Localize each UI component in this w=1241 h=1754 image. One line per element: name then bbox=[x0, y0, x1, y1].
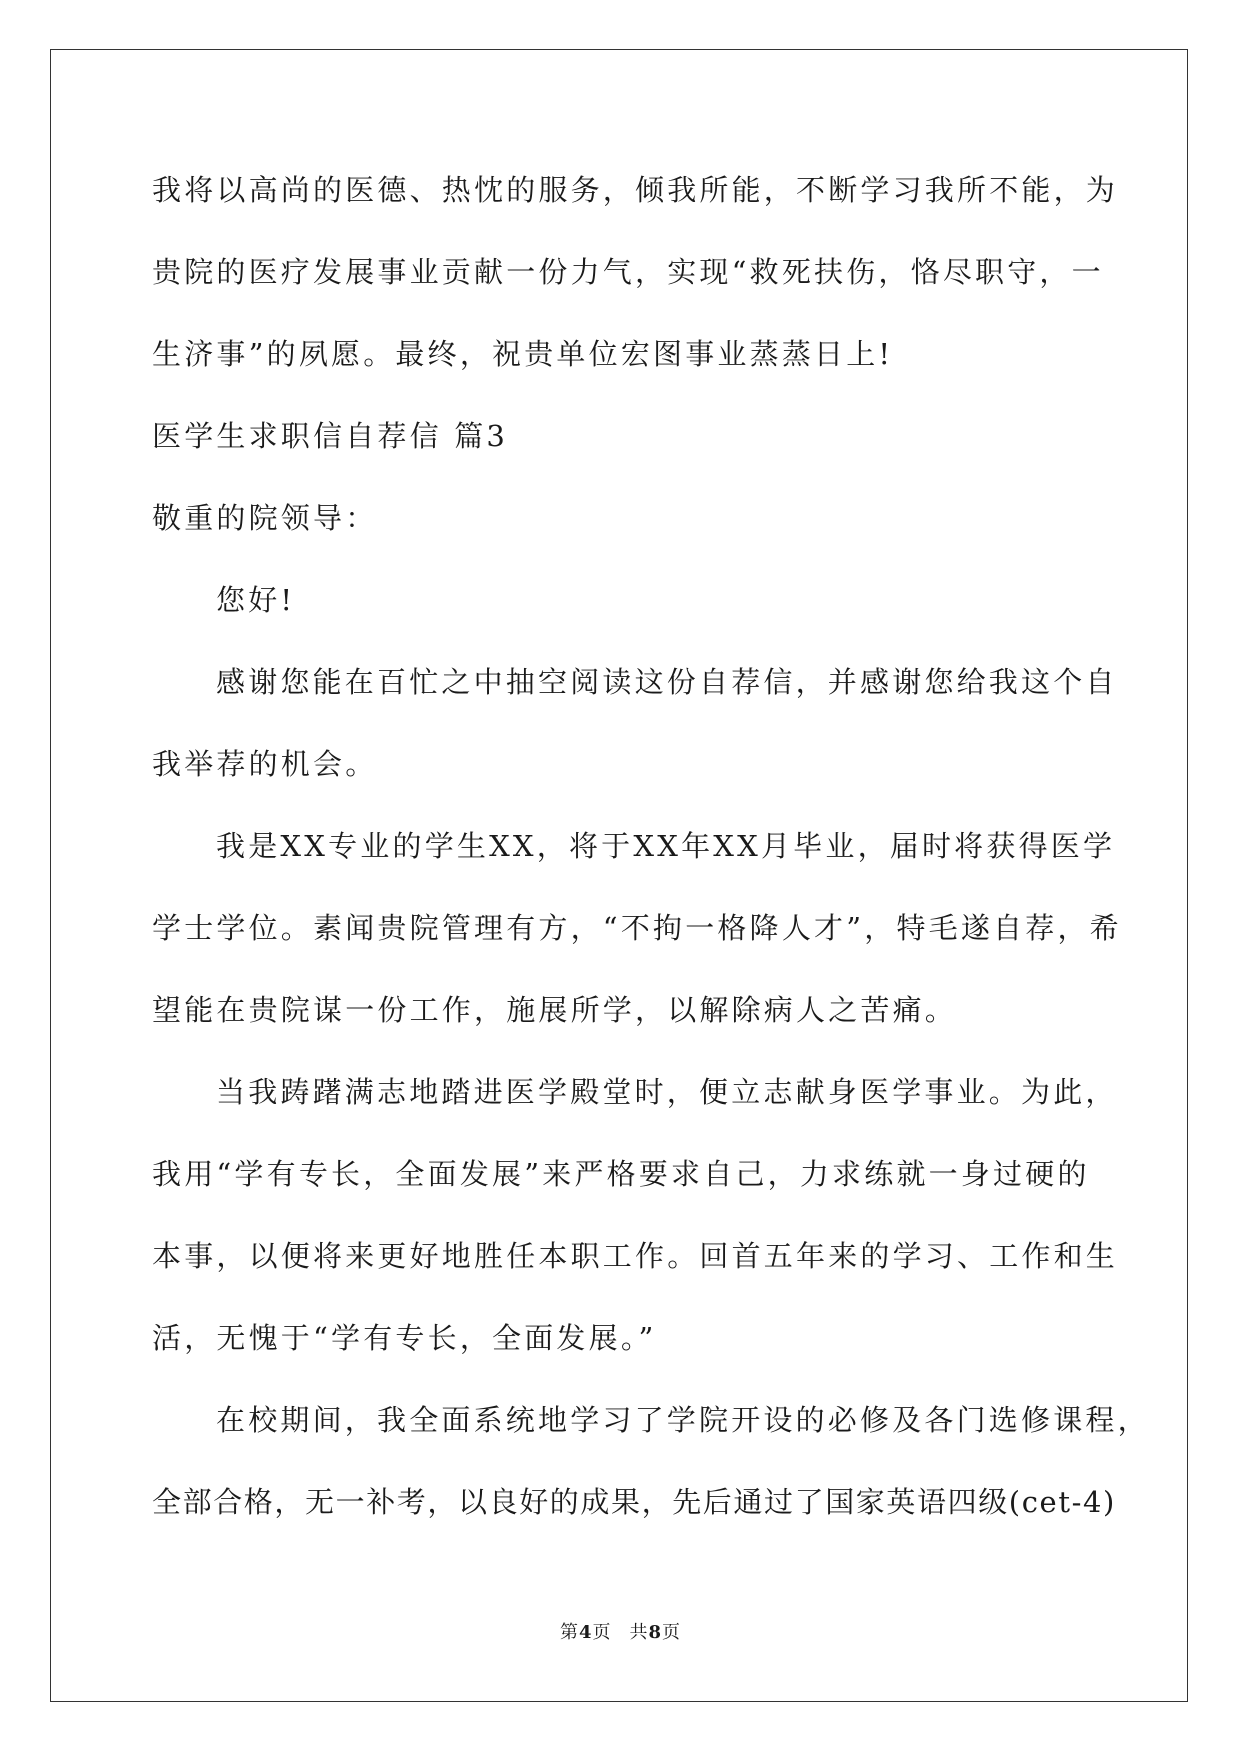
body-line: 我用“学有专长，全面发展”来严格要求自己，力求练就一身过硬的 bbox=[152, 1157, 1090, 1191]
body-line: 当我踌躇满志地踏进医学殿堂时，便立志献身医学事业。为此， bbox=[216, 1075, 1118, 1109]
greeting: 您好! bbox=[216, 583, 296, 617]
body-line: 生济事”的夙愿。最终，祝贵单位宏图事业蒸蒸日上! bbox=[152, 337, 894, 371]
body-line: 我是XX专业的学生XX，将于XX年XX月毕业，届时将获得医学 bbox=[216, 829, 1116, 863]
section-heading: 医学生求职信自荐信 篇3 bbox=[152, 419, 509, 453]
body-line: 全部合格，无一补考，以良好的成果，先后通过了国家英语四级(cet-4) bbox=[152, 1485, 1116, 1519]
page-suffix: 页 bbox=[592, 1622, 612, 1643]
body-line: 本事，以便将来更好地胜任本职工作。回首五年来的学习、工作和生 bbox=[152, 1239, 1119, 1273]
salutation: 敬重的院领导： bbox=[152, 501, 378, 535]
page-footer bbox=[0, 1622, 1241, 1644]
body-line: 活，无愧于“学有专长，全面发展。” bbox=[152, 1321, 657, 1355]
page-border bbox=[50, 49, 1188, 1702]
current-page-number: 4 bbox=[578, 1622, 593, 1643]
body-line: 在校期间，我全面系统地学习了学院开设的必修及各门选修课程， bbox=[216, 1403, 1150, 1437]
total-prefix: 共 bbox=[629, 1622, 649, 1643]
body-line: 望能在贵院谋一份工作，施展所学，以解除病人之苦痛。 bbox=[152, 993, 958, 1027]
total-page-number: 8 bbox=[648, 1622, 663, 1643]
body-line: 我将以高尚的医德、热忱的服务，倾我所能，不断学习我所不能，为 bbox=[152, 173, 1119, 207]
page-prefix: 第 bbox=[559, 1622, 579, 1643]
total-suffix: 页 bbox=[662, 1622, 682, 1643]
body-line: 我举荐的机会。 bbox=[152, 747, 378, 781]
body-line: 感谢您能在百忙之中抽空阅读这份自荐信，并感谢您给我这个自 bbox=[216, 665, 1118, 699]
body-line: 贵院的医疗发展事业贡献一份力气，实现“救死扶伤，恪尽职守，一 bbox=[152, 255, 1104, 289]
body-line: 学士学位。素闻贵院管理有方，“不拘一格降人才”，特毛遂自荐，希 bbox=[152, 911, 1122, 945]
